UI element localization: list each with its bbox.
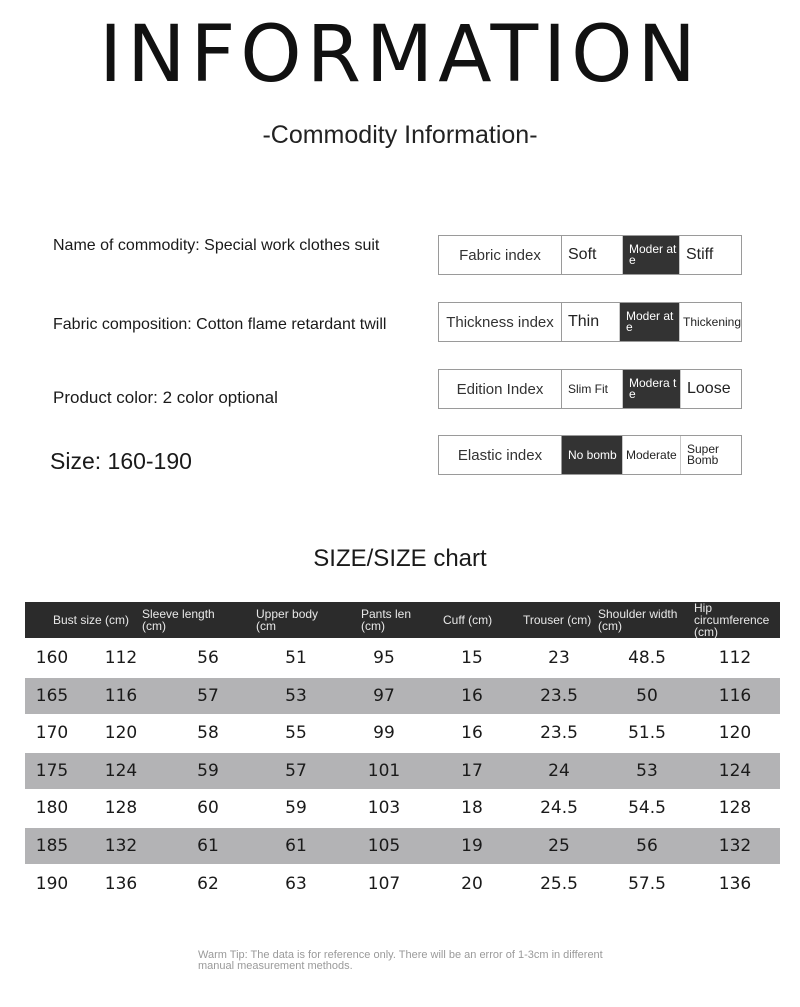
table-cell: 116 [104, 685, 138, 706]
table-cell: 18 [461, 798, 483, 819]
table-cell: 120 [104, 723, 138, 744]
table-cell: 180 [35, 798, 69, 819]
table-cell: 59 [285, 798, 307, 819]
table-row [25, 828, 780, 864]
table-row [25, 640, 780, 676]
table-cell: 61 [197, 836, 219, 856]
table-cell: 124 [104, 760, 138, 781]
table-cell: 175 [35, 760, 69, 781]
index-option: Slim Fit [562, 370, 623, 408]
table-cell: 190 [35, 873, 69, 894]
header-cuff: Cuff (cm) [443, 613, 493, 627]
table-cell: 62 [197, 873, 219, 894]
table-cell: 25 [548, 836, 570, 856]
index-option: Thin [562, 303, 620, 341]
table-cell: 23.5 [540, 685, 578, 706]
table-cell: 165 [35, 685, 69, 706]
table-cell: 53 [636, 760, 658, 781]
index-label: Fabric index [439, 236, 562, 274]
table-cell: 57 [197, 685, 219, 706]
table-cell: 58 [197, 723, 219, 744]
table-cell: 16 [461, 685, 483, 706]
index-label: Thickness index [439, 303, 562, 341]
page-title: INFORMATION [99, 10, 701, 100]
size-chart-header [25, 602, 780, 638]
table-cell: 132 [104, 836, 138, 856]
table-cell: 24 [548, 760, 570, 781]
table-cell: 101 [367, 760, 401, 781]
table-cell: 185 [35, 836, 69, 856]
table-cell: 57.5 [628, 873, 666, 894]
table-cell: 51.5 [628, 723, 666, 744]
table-cell: 25.5 [540, 873, 578, 894]
table-cell: 16 [461, 723, 483, 744]
table-cell: 107 [367, 873, 401, 894]
table-cell: 63 [285, 873, 307, 894]
product-color: Product color: 2 color optional [53, 388, 278, 407]
index-option: Loose [687, 380, 731, 397]
table-cell: 170 [35, 723, 69, 744]
table-row [25, 790, 780, 826]
table-cell: 136 [104, 873, 138, 894]
table-cell: 128 [718, 798, 752, 819]
index-option: Soft [562, 236, 623, 274]
table-cell: 120 [718, 723, 752, 744]
table-cell: 57 [285, 760, 307, 781]
table-cell: 17 [461, 760, 483, 781]
index-option-active: No bomb [562, 436, 623, 474]
table-cell: 15 [461, 648, 483, 668]
table-cell: 132 [718, 836, 752, 856]
table-cell: 59 [197, 760, 219, 781]
index-option: Thickening [683, 315, 741, 329]
table-cell: 103 [367, 798, 401, 819]
table-row [25, 715, 780, 751]
table-cell: 105 [367, 836, 401, 856]
table-cell: 23 [548, 648, 570, 668]
table-row [25, 753, 780, 789]
fabric-index-table [438, 235, 742, 275]
thickness-index-table [438, 302, 742, 342]
index-option: Moderate [623, 436, 681, 474]
table-cell: 48.5 [628, 648, 666, 668]
edition-index-table [438, 369, 742, 409]
header-hip: Hip circumference (cm) [694, 602, 770, 638]
size-chart-title: SIZE/SIZE chart [313, 545, 487, 572]
table-row [25, 678, 780, 714]
warm-tip: Warm Tip: The data is for reference only. There will be an error of 1-3cm in different manual measurement methods. [198, 949, 603, 972]
table-cell: 128 [104, 798, 138, 819]
table-cell: 24.5 [540, 798, 578, 819]
table-row [25, 866, 780, 902]
table-cell: 55 [285, 723, 307, 744]
index-option-active: Modera te [623, 370, 681, 408]
table-cell: 51 [285, 648, 307, 668]
index-label: Edition Index [439, 370, 562, 408]
table-cell: 23.5 [540, 723, 578, 744]
fabric-composition: Fabric composition: Cotton flame retardant twill [53, 316, 387, 333]
elastic-index-table [438, 435, 742, 475]
header-sleeve: Sleeve length (cm) [142, 607, 215, 633]
table-cell: 136 [718, 873, 752, 894]
table-cell: 60 [197, 798, 219, 819]
table-cell: 160 [35, 648, 69, 668]
header-bust: Bust size (cm) [53, 613, 130, 627]
table-cell: 99 [373, 723, 395, 744]
table-cell: 50 [636, 685, 658, 706]
table-cell: 56 [197, 648, 219, 668]
header-shoulder: Shoulder width (cm) [598, 607, 678, 633]
table-cell: 112 [718, 648, 752, 668]
table-cell: 116 [718, 685, 752, 706]
header-pants-length: Pants len (cm) [361, 607, 412, 633]
index-option-active: Moder ate [623, 236, 680, 274]
table-cell: 56 [636, 836, 658, 856]
table-cell: 19 [461, 836, 483, 856]
table-cell: 97 [373, 685, 395, 706]
table-cell: 61 [285, 836, 307, 856]
commodity-name: Name of commodity: Special work clothes suit [53, 237, 380, 254]
table-cell: 20 [461, 873, 483, 894]
header-trouser: Trouser (cm) [523, 613, 592, 627]
table-cell: 124 [718, 760, 752, 781]
table-cell: 54.5 [628, 798, 666, 819]
table-cell: 112 [104, 648, 138, 668]
index-label: Elastic index [439, 436, 562, 474]
table-cell: 95 [373, 648, 395, 668]
index-option: Stiff [686, 246, 714, 263]
index-option-active: Moder ate [620, 303, 680, 341]
index-option: Super Bomb [687, 442, 720, 467]
section-subtitle: -Commodity Information- [262, 121, 538, 149]
size-range: Size: 160-190 [50, 448, 192, 474]
table-cell: 53 [285, 685, 307, 706]
header-upper-body: Upper body (cm [256, 607, 319, 633]
